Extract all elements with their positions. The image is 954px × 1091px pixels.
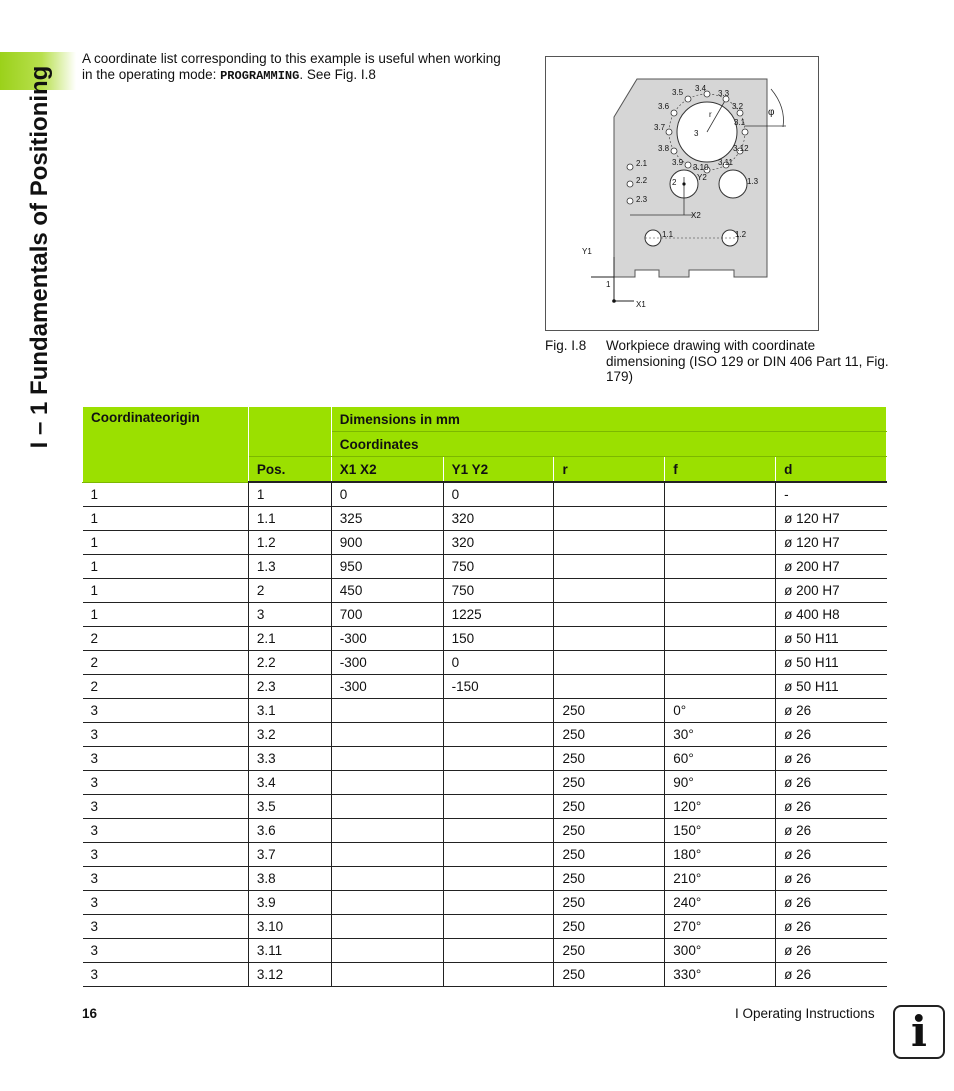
chapter-title-vertical: [20, 52, 60, 462]
label-center3: 3: [694, 129, 699, 138]
cell-x: 700: [331, 603, 443, 627]
cell-pos: 2.1: [248, 627, 331, 651]
cell-origin: 1: [83, 531, 249, 555]
cell-f: [665, 482, 776, 507]
cell-x: [331, 843, 443, 867]
cell-r: 250: [554, 915, 665, 939]
cell-r: 250: [554, 819, 665, 843]
cell-y: [443, 939, 554, 963]
cell-y: 750: [443, 555, 554, 579]
table-row: [83, 747, 887, 771]
cell-y: [443, 843, 554, 867]
table-row: [83, 843, 887, 867]
cell-pos: 1: [248, 482, 331, 507]
cell-y: [443, 891, 554, 915]
cell-f: 90°: [665, 771, 776, 795]
table-row: [83, 819, 887, 843]
origin-1-dot: [612, 299, 616, 303]
cell-d: ø 50 H11: [776, 651, 887, 675]
cell-origin: 3: [83, 819, 249, 843]
cell-x: 950: [331, 555, 443, 579]
cell-r: 250: [554, 723, 665, 747]
table-row: [83, 531, 887, 555]
cell-y: [443, 867, 554, 891]
label-r: r: [709, 110, 712, 119]
header-pos-spacer: [248, 407, 331, 457]
label-2-3: 2.3: [636, 195, 648, 204]
cell-x: -300: [331, 627, 443, 651]
cell-d: ø 200 H7: [776, 555, 887, 579]
table-row: [83, 651, 887, 675]
cell-f: [665, 531, 776, 555]
cell-x: [331, 939, 443, 963]
cell-d: ø 26: [776, 891, 887, 915]
cell-r: 250: [554, 867, 665, 891]
cell-r: 250: [554, 747, 665, 771]
label-3-5: 3.5: [672, 88, 684, 97]
cell-pos: 1.2: [248, 531, 331, 555]
cell-d: ø 200 H7: [776, 579, 887, 603]
cell-d: -: [776, 482, 887, 507]
cell-x: [331, 747, 443, 771]
cell-y: 0: [443, 482, 554, 507]
label-3-2: 3.2: [732, 102, 744, 111]
cell-r: [554, 579, 665, 603]
page-number: 16: [82, 1006, 98, 1021]
label-3-12: 3.12: [733, 144, 749, 153]
cell-origin: 1: [83, 603, 249, 627]
cell-origin: 2: [83, 675, 249, 699]
cell-f: 180°: [665, 843, 776, 867]
table-row: [83, 699, 887, 723]
cell-d: ø 26: [776, 747, 887, 771]
cell-pos: 3.8: [248, 867, 331, 891]
cell-f: [665, 507, 776, 531]
cell-y: [443, 819, 554, 843]
cell-x: -300: [331, 651, 443, 675]
cell-d: ø 50 H11: [776, 675, 887, 699]
cell-pos: 3.10: [248, 915, 331, 939]
header-f: f: [665, 457, 776, 483]
cell-r: [554, 603, 665, 627]
cell-y: -150: [443, 675, 554, 699]
cell-r: 250: [554, 699, 665, 723]
cell-d: ø 26: [776, 867, 887, 891]
cell-r: [554, 482, 665, 507]
label-x1: X1: [636, 300, 646, 309]
table-row: [83, 771, 887, 795]
cell-f: 270°: [665, 915, 776, 939]
cell-origin: 3: [83, 915, 249, 939]
cell-origin: 3: [83, 795, 249, 819]
cell-y: 750: [443, 579, 554, 603]
label-1-2: 1.2: [735, 230, 747, 239]
cell-origin: 1: [83, 555, 249, 579]
cell-x: [331, 891, 443, 915]
cell-f: 210°: [665, 867, 776, 891]
cell-origin: 3: [83, 939, 249, 963]
cell-pos: 3.2: [248, 723, 331, 747]
table-row: [83, 507, 887, 531]
label-3-9: 3.9: [672, 158, 684, 167]
cell-y: 320: [443, 531, 554, 555]
cell-r: 250: [554, 771, 665, 795]
cell-d: ø 26: [776, 699, 887, 723]
cell-f: [665, 603, 776, 627]
cell-origin: 3: [83, 723, 249, 747]
cell-f: [665, 651, 776, 675]
cell-x: 325: [331, 507, 443, 531]
cell-d: ø 26: [776, 963, 887, 987]
label-2-1: 2.1: [636, 159, 648, 168]
cell-origin: 1: [83, 579, 249, 603]
label-3-6: 3.6: [658, 102, 670, 111]
table-row: [83, 963, 887, 987]
header-coordinates: Coordinates: [331, 432, 886, 457]
workpiece-figure: [545, 56, 819, 331]
label-phi: φ: [768, 107, 775, 118]
label-3-4: 3.4: [695, 84, 707, 93]
cell-r: [554, 555, 665, 579]
intro-text-before: A coordinate list corresponding to this example is useful when working in the operating mode:: [82, 51, 501, 82]
label-y2: Y2: [697, 173, 707, 182]
cell-y: [443, 915, 554, 939]
cell-r: [554, 531, 665, 555]
cell-x: -300: [331, 675, 443, 699]
cell-origin: 3: [83, 843, 249, 867]
cell-x: 450: [331, 579, 443, 603]
cell-origin: 1: [83, 482, 249, 507]
cell-r: [554, 507, 665, 531]
cell-r: 250: [554, 795, 665, 819]
cell-pos: 3.3: [248, 747, 331, 771]
label-1-1: 1.1: [662, 230, 674, 239]
table-row: [83, 939, 887, 963]
cell-r: 250: [554, 939, 665, 963]
cell-pos: 3.9: [248, 891, 331, 915]
cell-pos: 3.6: [248, 819, 331, 843]
caption-text: Workpiece drawing with coordinate dimensioning (ISO 129 or DIN 406 Part 11, Fig. 179): [606, 338, 889, 384]
header-r: r: [554, 457, 665, 483]
cell-d: ø 26: [776, 771, 887, 795]
label-3-7: 3.7: [654, 123, 666, 132]
cell-pos: 3.1: [248, 699, 331, 723]
cell-f: [665, 579, 776, 603]
cell-d: ø 26: [776, 843, 887, 867]
cell-y: 1225: [443, 603, 554, 627]
cell-y: 150: [443, 627, 554, 651]
cell-origin: 2: [83, 651, 249, 675]
cell-x: [331, 795, 443, 819]
table-row: [83, 795, 887, 819]
cell-f: 150°: [665, 819, 776, 843]
cell-r: 250: [554, 891, 665, 915]
cell-y: [443, 771, 554, 795]
cell-origin: 3: [83, 963, 249, 987]
cell-f: [665, 627, 776, 651]
label-3-3: 3.3: [718, 89, 730, 98]
cell-r: 250: [554, 843, 665, 867]
label-origin: 1: [606, 280, 611, 289]
cell-pos: 3.5: [248, 795, 331, 819]
cell-d: ø 26: [776, 939, 887, 963]
cell-x: [331, 819, 443, 843]
chapter-title: I – 1 Fundamentals of Positioning: [26, 65, 53, 449]
cell-y: 320: [443, 507, 554, 531]
cell-pos: 3: [248, 603, 331, 627]
cell-pos: 3.7: [248, 843, 331, 867]
origin-2-dot: [682, 182, 685, 185]
table-row: [83, 723, 887, 747]
label-center2: 2: [672, 178, 677, 187]
intro-paragraph: [82, 51, 502, 84]
cell-d: ø 26: [776, 723, 887, 747]
label-y1: Y1: [582, 247, 592, 256]
header-origin: Coordinateorigin: [83, 407, 249, 483]
table-row: [83, 891, 887, 915]
cell-origin: 3: [83, 891, 249, 915]
cell-f: [665, 675, 776, 699]
cell-origin: 1: [83, 507, 249, 531]
cell-origin: 3: [83, 747, 249, 771]
table-row: [83, 627, 887, 651]
cell-y: 0: [443, 651, 554, 675]
cell-x: [331, 963, 443, 987]
cell-y: [443, 795, 554, 819]
table-row: [83, 482, 887, 507]
label-3-10: 3.10: [693, 163, 709, 172]
cell-d: ø 26: [776, 915, 887, 939]
cell-y: [443, 747, 554, 771]
coordinate-table-body: [83, 482, 887, 987]
cell-f: [665, 555, 776, 579]
cell-pos: 3.11: [248, 939, 331, 963]
cell-pos: 3.12: [248, 963, 331, 987]
cell-pos: 2.3: [248, 675, 331, 699]
cell-r: [554, 651, 665, 675]
cell-f: 330°: [665, 963, 776, 987]
cell-d: ø 120 H7: [776, 507, 887, 531]
cell-x: [331, 915, 443, 939]
label-3-11: 3.11: [718, 158, 733, 167]
caption-number: Fig. I.8: [545, 338, 587, 353]
cell-origin: 3: [83, 867, 249, 891]
footer-section: I Operating Instructions: [735, 1006, 875, 1021]
label-1-3: 1.3: [747, 177, 759, 186]
cell-d: ø 26: [776, 819, 887, 843]
cell-d: ø 400 H8: [776, 603, 887, 627]
table-row: [83, 555, 887, 579]
cell-f: 30°: [665, 723, 776, 747]
cell-x: [331, 699, 443, 723]
table-row: [83, 915, 887, 939]
cell-x: 900: [331, 531, 443, 555]
label-3-8: 3.8: [658, 144, 670, 153]
cell-origin: 3: [83, 699, 249, 723]
cell-f: 120°: [665, 795, 776, 819]
cell-pos: 2.2: [248, 651, 331, 675]
header-d: d: [776, 457, 887, 483]
cell-f: 60°: [665, 747, 776, 771]
table-row: [83, 603, 887, 627]
cell-r: 250: [554, 963, 665, 987]
table-row: [83, 675, 887, 699]
cell-x: [331, 867, 443, 891]
cell-pos: 1.3: [248, 555, 331, 579]
cell-x: [331, 771, 443, 795]
info-icon: i: [893, 1005, 945, 1059]
cell-f: 240°: [665, 891, 776, 915]
intro-text-after: . See Fig. I.8: [299, 67, 376, 82]
cell-x: [331, 723, 443, 747]
label-3-1: 3.1: [734, 118, 746, 127]
cell-f: 300°: [665, 939, 776, 963]
cell-r: [554, 675, 665, 699]
cell-pos: 2: [248, 579, 331, 603]
cell-y: [443, 723, 554, 747]
bore-1-3: [719, 170, 747, 198]
label-2-2: 2.2: [636, 176, 648, 185]
header-y: Y1 Y2: [443, 457, 554, 483]
cell-d: ø 120 H7: [776, 531, 887, 555]
cell-f: 0°: [665, 699, 776, 723]
cell-origin: 3: [83, 771, 249, 795]
cell-x: 0: [331, 482, 443, 507]
coordinate-table: [82, 406, 887, 987]
cell-pos: 3.4: [248, 771, 331, 795]
label-x2: X2: [691, 211, 701, 220]
cell-y: [443, 699, 554, 723]
table-row: [83, 579, 887, 603]
table-row: [83, 867, 887, 891]
operating-mode: PROGRAMMING: [220, 69, 300, 83]
header-dimensions: Dimensions in mm: [331, 407, 886, 432]
cell-origin: 2: [83, 627, 249, 651]
header-x: X1 X2: [331, 457, 443, 483]
cell-y: [443, 963, 554, 987]
cell-r: [554, 627, 665, 651]
cell-d: ø 26: [776, 795, 887, 819]
cell-pos: 1.1: [248, 507, 331, 531]
cell-d: ø 50 H11: [776, 627, 887, 651]
header-pos: Pos.: [248, 457, 331, 483]
